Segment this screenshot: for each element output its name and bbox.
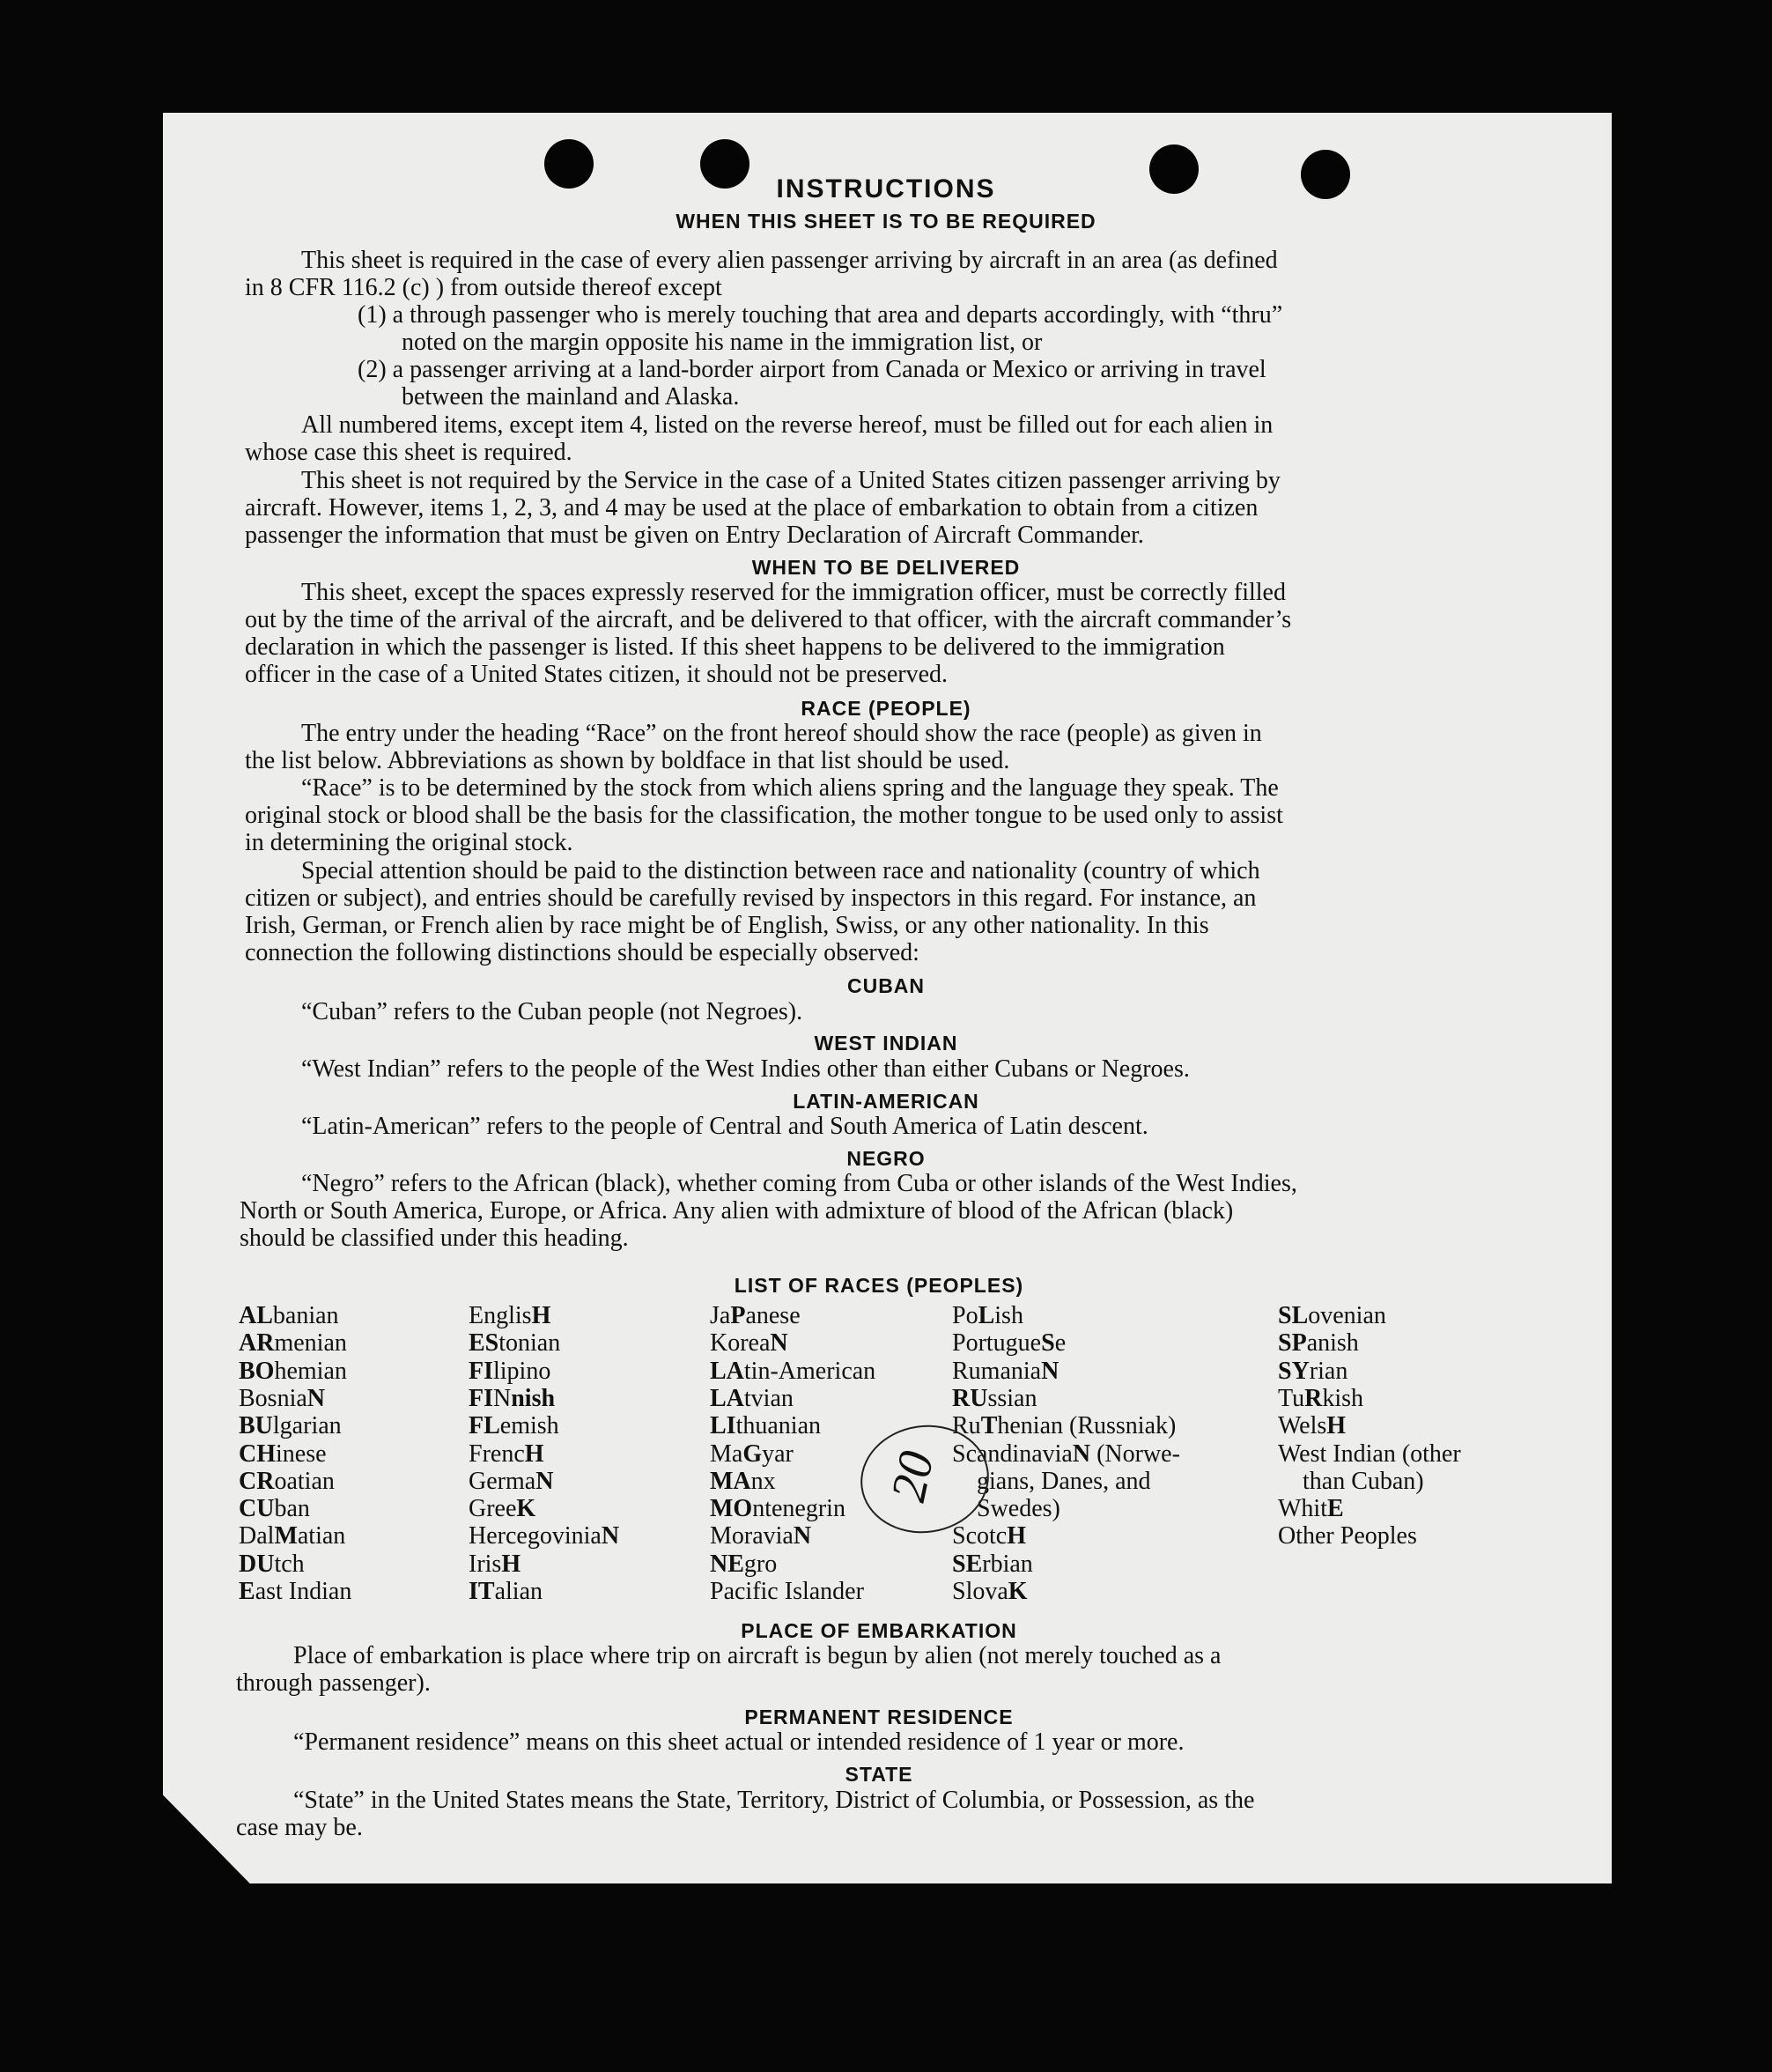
heading-when-delivered: WHEN TO BE DELIVERED xyxy=(751,556,1021,579)
race-list-item: ALbanian xyxy=(239,1302,339,1329)
race-list-item: BUlgarian xyxy=(239,1412,342,1440)
text-line: original stock or blood shall be the basis for the classification, the mother tongue to be used only to assist xyxy=(245,802,1283,829)
text-line: should be classified under this heading. xyxy=(240,1225,629,1252)
text-line: “Cuban” refers to the Cuban people (not Negroes). xyxy=(301,998,803,1025)
race-list-item: BOhemian xyxy=(239,1357,347,1385)
race-list-item: SlovaK xyxy=(952,1578,1028,1605)
race-list-item: ITalian xyxy=(469,1578,543,1605)
text-line: declaration in which the passenger is listed. If this sheet happens to be delivered to the immigration xyxy=(245,633,1225,661)
heading-when-required: WHEN THIS SHEET IS TO BE REQUIRED xyxy=(676,210,1096,233)
race-list-item: SYrian xyxy=(1278,1357,1348,1385)
text-line: out by the time of the arrival of the aircraft, and be delivered to that officer, with the aircraft commander’s xyxy=(245,606,1292,633)
heading-state: STATE xyxy=(845,1763,913,1786)
heading-race: RACE (PEOPLE) xyxy=(801,697,971,720)
race-list-item: FrencH xyxy=(469,1439,544,1468)
race-list-item: FIlipino xyxy=(469,1357,551,1385)
text-line: “Negro” refers to the African (black), whether coming from Cuba or other islands of the West Indies, xyxy=(301,1170,1297,1197)
race-list-item: DalMatian xyxy=(239,1522,346,1550)
punch-hole xyxy=(700,139,749,189)
race-list-item: EnglisH xyxy=(469,1302,551,1329)
text-line: “State” in the United States means the State, Territory, District of Columbia, or Possession, as the xyxy=(293,1787,1255,1814)
race-list-item: MaGyar xyxy=(710,1439,794,1468)
text-line: This sheet is required in the case of every alien passenger arriving by aircraft in an area (as defined xyxy=(301,247,1278,274)
race-list-item: MAnx xyxy=(710,1467,776,1495)
race-list-item: JaPanese xyxy=(710,1302,801,1329)
race-list-item: LAtin-American xyxy=(710,1357,876,1385)
text-line: This sheet is not required by the Service in the case of a United States citizen passenger arriving by xyxy=(301,467,1281,494)
text-line: case may be. xyxy=(236,1814,363,1841)
text-line: through passenger). xyxy=(236,1669,431,1697)
race-list-item: RuThenian (Russniak) xyxy=(952,1412,1177,1440)
race-list-item: LAtvian xyxy=(710,1384,794,1412)
race-list-item: HercegoviniaN xyxy=(469,1522,620,1550)
text-line: (2) a passenger arriving at a land-border airport from Canada or Mexico or arriving in travel xyxy=(358,356,1266,383)
heading-list-of-races: LIST OF RACES (PEOPLES) xyxy=(734,1274,1024,1297)
race-list-item: EStonian xyxy=(469,1329,561,1358)
race-list-item: WhitE xyxy=(1278,1495,1344,1523)
heading-negro: NEGRO xyxy=(846,1147,926,1170)
heading-west-indian: WEST INDIAN xyxy=(814,1032,958,1054)
title-instructions: INSTRUCTIONS xyxy=(776,174,996,204)
race-list-item: RUssian xyxy=(952,1384,1037,1412)
punch-hole xyxy=(1301,150,1350,199)
handwritten-annotation: 20 xyxy=(853,1417,996,1541)
text-line: passenger the information that must be given on Entry Declaration of Aircraft Commander. xyxy=(245,522,1144,549)
race-list-item: ScandinaviaN (Norwe- xyxy=(952,1439,1180,1468)
text-line: noted on the margin opposite his name in the immigration list, or xyxy=(402,329,1043,356)
race-list-item: West Indian (other xyxy=(1278,1439,1461,1468)
text-line: between the mainland and Alaska. xyxy=(402,383,740,411)
race-list-item: than Cuban) xyxy=(1278,1467,1424,1495)
race-list-item: SErbian xyxy=(952,1550,1033,1578)
race-list-item: Pacific Islander xyxy=(710,1578,864,1605)
text-line: the list below. Abbreviations as shown by boldface in that list should be used. xyxy=(245,747,1010,774)
race-list-item: Swedes) xyxy=(952,1495,1060,1523)
race-list-item: CHinese xyxy=(239,1439,327,1468)
race-list-item: GermaN xyxy=(469,1467,554,1495)
text-line: “Permanent residence” means on this sheet actual or intended residence of 1 year or more. xyxy=(293,1728,1185,1756)
race-list-item: FLemish xyxy=(469,1412,559,1440)
race-list-item: FINnish xyxy=(469,1384,556,1412)
race-list-item: LIthuanian xyxy=(710,1412,821,1440)
heading-place-of-embarkation: PLACE OF EMBARKATION xyxy=(741,1619,1017,1642)
text-line: All numbered items, except item 4, listed on the reverse hereof, must be filled out for each alien in xyxy=(301,411,1274,439)
race-list-item: BosniaN xyxy=(239,1384,326,1412)
race-list-item: TuRkish xyxy=(1278,1384,1364,1412)
punch-hole xyxy=(544,139,594,189)
text-line: “Race” is to be determined by the stock from which aliens spring and the language they speak. The xyxy=(301,774,1279,802)
text-line: Irish, German, or French alien by race might be of English, Swiss, or any other nationality. In this xyxy=(245,912,1209,939)
text-line: officer in the case of a United States citizen, it should not be preserved. xyxy=(245,661,948,688)
race-list-item: CRoatian xyxy=(239,1467,335,1495)
race-list-item: WelsH xyxy=(1278,1412,1347,1440)
race-list-item: DUtch xyxy=(239,1550,305,1578)
text-line: aircraft. However, items 1, 2, 3, and 4 may be used at the place of embarkation to obtain from a citizen xyxy=(245,494,1259,522)
race-list-item: GreeK xyxy=(469,1495,536,1523)
race-list-item: East Indian xyxy=(239,1578,352,1605)
text-line: in determining the original stock. xyxy=(245,829,573,856)
text-line: North or South America, Europe, or Africa. Any alien with admixture of blood of the African (black) xyxy=(240,1197,1234,1225)
race-list-item: PoLish xyxy=(952,1302,1023,1329)
race-list-item: Other Peoples xyxy=(1278,1522,1417,1550)
text-line: This sheet, except the spaces expressly reserved for the immigration officer, must be correctly filled xyxy=(301,579,1286,606)
race-list-item: NEgro xyxy=(710,1550,778,1578)
race-list-item: gians, Danes, and xyxy=(952,1467,1151,1495)
race-list-item: CUban xyxy=(239,1495,310,1523)
race-list-item: SLovenian xyxy=(1278,1302,1386,1329)
text-line: citizen or subject), and entries should be carefully revised by inspectors in this regard. For instance, an xyxy=(245,884,1257,912)
race-list-item: ARmenian xyxy=(239,1329,347,1358)
race-list-item: ScotcH xyxy=(952,1522,1026,1550)
text-line: The entry under the heading “Race” on the front hereof should show the race (people) as given in xyxy=(301,720,1262,747)
heading-cuban: CUBAN xyxy=(846,974,926,997)
heading-latin-american: LATIN-AMERICAN xyxy=(793,1090,979,1113)
text-line: “Latin-American” refers to the people of Central and South America of Latin descent. xyxy=(301,1113,1148,1140)
race-list-item: PortugueSe xyxy=(952,1329,1067,1358)
race-list-item: KoreaN xyxy=(710,1329,788,1358)
text-line: “West Indian” refers to the people of the West Indies other than either Cubans or Negroes. xyxy=(301,1055,1190,1083)
text-line: Special attention should be paid to the distinction between race and nationality (country of which xyxy=(301,857,1260,884)
race-list-item: SPanish xyxy=(1278,1329,1359,1358)
text-line: whose case this sheet is required. xyxy=(245,439,572,466)
punch-hole xyxy=(1149,144,1199,194)
heading-permanent-residence: PERMANENT RESIDENCE xyxy=(744,1706,1014,1728)
race-list-item: IrisH xyxy=(469,1550,521,1578)
text-line: (1) a through passenger who is merely touching that area and departs accordingly, with “thru” xyxy=(358,301,1283,329)
text-line: Place of embarkation is place where trip on aircraft is begun by alien (not merely touched as a xyxy=(293,1642,1222,1669)
text-line: connection the following distinctions should be especially observed: xyxy=(245,939,919,966)
text-line: in 8 CFR 116.2 (c) ) from outside thereof except xyxy=(245,274,722,301)
race-list-item: MoraviaN xyxy=(710,1522,812,1550)
race-list-item: MOntenegrin xyxy=(710,1495,845,1523)
race-list-item: RumaniaN xyxy=(952,1357,1060,1385)
